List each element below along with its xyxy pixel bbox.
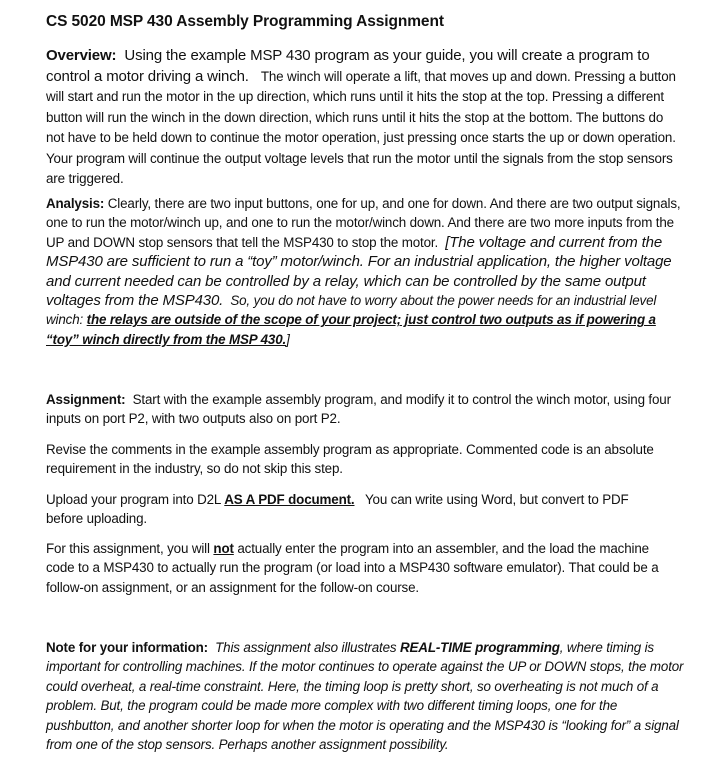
overview-label: Overview: bbox=[46, 47, 117, 64]
overview-lead: Using the example MSP 430 program as your guide, you will create a program to control a motor driving a winch. bbox=[46, 47, 650, 85]
overview-paragraph bbox=[46, 46, 678, 190]
assignment-body: Start with the example assembly program, and modify it to control the winch motor, using four inputs on port P2, with two outputs also on port P2. bbox=[46, 392, 671, 427]
overview-body: The winch will operate a lift, that moves up and down. Pressing a button will start and run the motor in the up direction, which runs until it hits the stop at the top. Pressing a different button will run the winch in the down direction, which runs until it hits the stop at the bottom. The buttons do not have to be held down to continue the motor operation, just pressing once starts the up or down operation. Your program will continue the output voltage levels that run the motor until the signals from the stop sensors are triggered. bbox=[46, 68, 676, 186]
analysis-label: Analysis: bbox=[46, 196, 105, 211]
analysis-italic-note: [The voltage and current from the MSP430 are sufficient to run a “toy” motor/winch. For an industrial application, the higher voltage and current needed can be controlled by a relay, which can be controlled by the same output voltages from the MSP430. bbox=[46, 233, 672, 310]
upload-before: Upload your program into D2L bbox=[46, 492, 221, 507]
note-paragraph bbox=[46, 638, 686, 754]
note-label: Note for your information: bbox=[46, 640, 208, 655]
note-before: This assignment also illustrates bbox=[215, 640, 397, 655]
analysis-paragraph bbox=[46, 194, 682, 349]
for-assignment-paragraph bbox=[46, 539, 666, 597]
analysis-scope-note: the relays are outside of the scope of your project; just control two outputs as if powering a “toy” winch directly from the MSP 430. bbox=[46, 312, 656, 347]
assignment-label: Assignment: bbox=[46, 392, 126, 407]
note-emphasis: REAL-TIME programming bbox=[400, 640, 560, 655]
for-assignment-emphasis: not bbox=[213, 541, 234, 556]
upload-after: You can write using Word, but convert to PDF before uploading. bbox=[46, 492, 629, 527]
for-assignment-after: actually enter the program into an assembler, and the load the machine code to a MSP430 to actually run the program (or load into a MSP430 software emulator). That could be a follow-on assignment, or an assignment for the follow-on course. bbox=[46, 541, 659, 595]
analysis-body: Clearly, there are two input buttons, one for up, and one for down. And there are two output signals, one to run the motor/winch up, and one to run the motor/winch down. And there are two more inputs from the UP and DOWN stop sensors that tell the MSP430 to stop the motor. bbox=[46, 196, 681, 250]
assignment-paragraph bbox=[46, 390, 686, 429]
page-title: CS 5020 MSP 430 Assembly Programming Assignment bbox=[46, 13, 444, 30]
upload-emphasis: AS A PDF document. bbox=[224, 492, 355, 507]
analysis-italic-small: So, you do not have to worry about the power needs for an industrial level winch: bbox=[46, 293, 657, 328]
analysis-close-bracket: ] bbox=[286, 331, 290, 347]
comments-paragraph: Revise the comments in the example assembly program as appropriate. Commented code is an absolute requirement in the industry, so do not skip this step. bbox=[46, 442, 654, 477]
note-after: , where timing is important for controlling machines. If the motor continues to operate against the UP or DOWN stops, the motor could overheat, a real-time constraint. Here, the timing loop is pretty short, so overheating is not much of a problem. But, the program could be made more complex with two different timing loops, one for the pushbutton, and another shorter loop for when the motor is operating and the MSP430 is “looking for” a signal from one of the stop sensors. Perhaps another assignment possibility. bbox=[46, 640, 684, 753]
upload-paragraph bbox=[46, 490, 666, 529]
for-assignment-before: For this assignment, you will bbox=[46, 541, 210, 556]
